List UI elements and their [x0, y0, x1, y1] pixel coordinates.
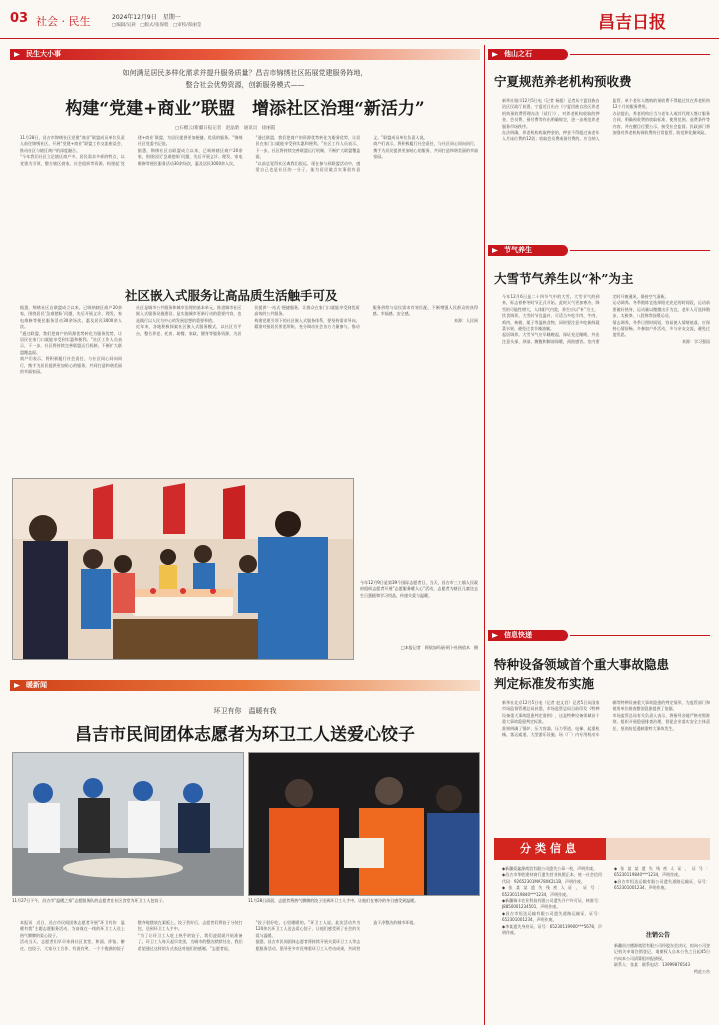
- safety-paragraph: 市场监管总局有关负责人表示，将指导各地严格对照准则，组织开展隐患排查治理，督促企业落实安全主体责任，坚决防范遏制重特大事故发生。: [612, 712, 710, 731]
- lead-subhead-2: 整合社会优势资源，创新服务模式——: [185, 81, 305, 89]
- section-tag-solar-terms: [488, 245, 568, 256]
- classified-item: ◆张某某遗失残疾人证，证号：65230119840***1234，声明作废。: [502, 885, 602, 897]
- editors-line: □编辑/吴莉 □版式/张保程 □审校/郑丽莹: [112, 23, 202, 28]
- section-band-warm-news: [10, 680, 480, 691]
- notice-contact: 联系人：张某 联系电话：13999876543: [614, 962, 690, 968]
- arrow-icon: [492, 633, 498, 638]
- ningxia-headline: 宁夏规范养老机构预收费: [494, 74, 632, 89]
- safety-article: [494, 700, 710, 824]
- notice-footer: 特此公告: [694, 968, 710, 974]
- classified-item: ◆张某某遗失残疾人证，证号：65230119840***1234，声明作废。: [614, 866, 710, 878]
- lead-paragraph: 商户们表示，将积极履行社会责任，与社区同心同向同行，携手为居民提供更加贴心的服务，共同打造和谐美丽的幸福家园。: [373, 141, 478, 160]
- dumpling-photo-left: [12, 752, 244, 896]
- safety-headline-2: 判定标准发布实施: [494, 676, 595, 691]
- photo-caption: 今年12月9日是第39个国际志愿者日，当天，昌吉市三工镇人民政府组织志愿者开展“志愿服务暖人心”活动，志愿者为辖区儿童送去生日蛋糕和学习用品，传递关爱与温暖。: [360, 580, 478, 598]
- classified-item: ◆新疆瑞丰农业科技有限公司遗失开户许可证，核准号：J8850001234501，声明作废。: [502, 898, 602, 910]
- section-tag-label: 信息快递: [504, 631, 532, 639]
- lead-paragraph: 据悉，锦绣社区自联盟成立以来，已吸纳辖区商户20余家，围绕居民‘急难愁盼’问题，先后开展义诊、理发、家电维修等便民服务活动30余场次，惠及居民3000余人次。: [20, 305, 122, 330]
- classified-item: ◆昌吉市恒达运输有限公司遗失道路运输证，证号：652301001234，声明作废。: [614, 878, 710, 891]
- sub-source: 来源：人民网: [453, 317, 478, 323]
- page-number: 03: [10, 11, 29, 26]
- sub-paragraph: 构建党建引领下的社区嵌入式服务体系，要坚持需求导向，精准对接居民所思所盼，充分调动社会各方力量参与，推动服务供给与居民需求有效匹配，不断增强人民群众的获得感、幸福感、安全感。: [254, 305, 478, 330]
- ningxia-article: [494, 98, 710, 226]
- safety-paragraph: 新华社北京12月5日电（记者 赵文君）记者5日从国家市场监督管理总局获悉，市场监管总局日前印发《特种设备重大事故隐患判定准则》，这是特种设备领域首个重大事故隐患判定标准。: [502, 700, 600, 725]
- arrow-icon: [14, 683, 20, 688]
- lead-byline: □石榴云/新疆日报记者 赵晶晗 通讯员 徐丽霞: [175, 126, 276, 131]
- dumpling-caption-left: 11月27日下午，昌吉市“温暖之家”志愿服务队的志愿者在社区食堂为环卫工人包饺子。: [12, 898, 167, 903]
- safety-headline-1: 特种设备领域首个重大事故隐患: [494, 657, 670, 672]
- sub-paragraph: 社区是城市公共服务和城市治理的基本单元。推进城市社区嵌入式服务设施建设，是实施城市更新行动的重要内容，也是践行以人民为中心的发展思想的重要举措。: [136, 305, 242, 323]
- ningxia-paragraph: 办法明确，养老机构收取押金的，押金不得超过该老年人月床位费的12倍；收取会员费或预付费的，应当纳入监管，单个老年人缴纳的预收费不得超过其在养老机构12个月的服务费用。: [502, 98, 710, 142]
- arrow-icon: [492, 248, 498, 253]
- notice-body: [606, 943, 710, 1003]
- section-tag-label: 节气养生: [504, 246, 532, 254]
- section-tag-label: 他山之石: [504, 50, 532, 58]
- lead-headline: 构建“党建+商业”联盟 增添社区治理“新活力”: [65, 99, 425, 119]
- arrow-icon: [492, 52, 498, 57]
- snow-headline: 大雪节气养生以“补”为主: [494, 271, 634, 286]
- warm-paragraph: “饺子很好吃，心里暖暖的。”环卫工人说。此次活动共为120余名环卫工人送去爱心饺子，让他们感受到了社会的关爱与温暖。: [255, 920, 361, 938]
- cancellation-notice: [606, 866, 710, 1016]
- dumpling-photo-left-image: [13, 753, 243, 895]
- section-rule: [570, 250, 710, 251]
- section-tag-quick-news: [488, 630, 568, 641]
- snow-paragraph: 今年12月6日是二十四节气中的大雪。大雪节气的到来，标志着仲冬时节正式开始。此时天气更加寒冷，降雪的可能性增大，人体阳气内敛，养生应以“补”为主。: [502, 294, 600, 312]
- volunteer-day-photo: [12, 478, 354, 660]
- snow-paragraph: 起居调养。大雪节气应早睡晚起，保证充足睡眠，外出注意头部、颈部、腰腹和脚部保暖，预防感冒。室内要定时开窗通风，保持空气清新。: [502, 294, 669, 344]
- section-band-livelihood: [10, 49, 480, 60]
- column-divider: [484, 45, 485, 1025]
- snow-article: [494, 294, 710, 610]
- classified-banner-fill: [606, 838, 710, 860]
- section-band-label: 暖新闻: [26, 681, 47, 689]
- classified-item: ◆新疆爱鑫源商贸有限公司遗失公章一枚，声明作废。: [502, 866, 598, 871]
- lead-subhead-1: 如何满足居民多样化需求并提升服务质量？昌吉市锦绣社区拓展党建服务阵地，: [122, 69, 368, 77]
- newspaper-logo: 昌吉日报: [598, 13, 666, 33]
- warm-headline: 昌吉市民间团体志愿者为环卫工人送爱心饺子: [75, 725, 415, 745]
- lead-paragraph: 商户们表示，将积极履行社会责任，与社区同心同向同行，携手为居民提供更加贴心的服务，共同打造和谐美丽的幸福家园。: [20, 356, 122, 375]
- arrow-icon: [14, 52, 20, 57]
- section-tag-other-stones: [488, 49, 568, 60]
- classified-list: [494, 866, 602, 1016]
- lead-paragraph: “通过联盟，我们把商户的资源优势转化为服务优势，让居民在家门口就能享受到实惠和便利。”社区工作人员表示，下一步，社区将持续完善联盟运行机制，不断扩大联盟覆盖面。: [20, 330, 122, 355]
- safety-paragraph: 准则明确了锅炉、压力容器、压力管道、电梯、起重机械、客运索道、大型游乐设施、场（厂）内专用机动车辆等特种设备重大事故隐患的判定情形，为监管部门和使用单位排查整治隐患提供了依据。: [502, 700, 710, 738]
- classified-banner: 分类信息: [494, 838, 606, 860]
- notice-title: 注销公告: [645, 932, 670, 939]
- notice-text: 新疆昌吉德源商贸有限公司经股东会决议，拟向公司登记机关申请注销登记，请债权人自本公告之日起45日内向本公司清算组申报债权。: [614, 943, 710, 961]
- snow-source: 来源：学习强国: [682, 338, 710, 344]
- lead-paragraph: 11月28日，昌吉市锦绣社区党建“商业”联盟成员单位负责人前往锦绣社区，开展“党建+商业”联盟工作交流座谈会，推动社区与辖区商户的深度融合。: [20, 135, 125, 153]
- lead-paragraph: “今年我们社区立足辖区商户多、居民需求多样的特点，以党建为引领，整合辖区商家、社会组织等资源，构建起‘党建+商业’联盟，为居民提供更加便捷、优质的服务。”锦绣社区党委书记说。: [20, 135, 243, 166]
- section-rule: [570, 635, 710, 636]
- section-title: 社会 · 民生: [36, 15, 91, 28]
- snow-paragraph: 运动调养。冬季锻炼宜选择阳光充足的时间段，运动前要做好热身，运动量以微微出汗为宜，老年人可选择散步、太极拳、八段锦等舒缓运动。: [612, 300, 710, 319]
- issue-date: 2024年12月9日 星期一: [112, 14, 181, 21]
- section-rule: [570, 54, 710, 55]
- ningxia-paragraph: 办法提出，养老机构应当与老年人或其代理人签订服务合同，明确预收费的收取标准、使用范围、退费条件等内容，并在醒目位置公示，接受社会监督。民政部门将加强对养老机构预收费的日常监管，防范和化解风险。: [612, 110, 710, 136]
- lead-paragraph: 据悉，锦绣社区自联盟成立以来，已吸纳辖区商户20余家，围绕居民‘急难愁盼’问题，先后开展义诊、理发、家电维修等便民服务活动30余场次，惠及居民3000余人次。: [137, 147, 243, 166]
- sub-headline: 社区嵌入式服务让高品质生活触手可及: [125, 288, 338, 303]
- warm-paragraph: 据悉，昌吉市民间团体志愿者将持续开展关爱环卫工人等志愿服务活动，倡导更多市民尊重环卫工人劳动成果，共同营造干净整洁的城市环境。: [255, 920, 418, 951]
- classified-item: ◆昌吉市恒达运输有限公司遗失道路运输证，证号：652301001234，声明作废。: [502, 910, 602, 923]
- dumpling-caption-right: 11月28日清晨，志愿者将热气腾腾的饺子送到环卫工人手中，让他们在寒冷的冬日感受到温暖。: [248, 898, 419, 903]
- sub-paragraph: 近年来，各地积极探索社区嵌入式服务模式，以社区为平台，整合养老、托育、助餐、家政、健身等服务资源，为居民提供‘一站式’便捷服务，让群众在家门口就能享受到优质高效的公共服务。: [136, 305, 360, 336]
- classified-item: ◆李某遗失身份证，证号：65230119900***5678，声明作废。: [502, 923, 602, 936]
- lead-paragraph: “通过联盟，我们把商户的资源优势转化为服务优势，让居民在家门口就能享受到实惠和便利。”社区工作人员表示，下一步，社区将持续完善联盟运行机制，不断扩大联盟覆盖面。: [255, 135, 361, 160]
- snow-paragraph: 饮食调养。大雪时节宜温补，可适当多吃羊肉、牛肉、鸡肉、核桃、栗子等温热食物，同时要注意多吃新鲜蔬菜水果，避免过食辛辣油腻。: [502, 313, 600, 332]
- snow-paragraph: 情志调养。冬季日照时间短，容易使人情绪低落，应保持心情舒畅，多参加户外活动，多与亲友交流，避免过度忧思。: [612, 319, 710, 338]
- section-band-label: 民生大小事: [26, 50, 61, 58]
- photo-credit: □本报记者 阿依加玛丽·阿卜杜热依木 摄: [400, 645, 478, 650]
- lead-article-left: [12, 305, 122, 475]
- ningxia-paragraph: 新华社银川12月5日电（记者 杨超）记者从宁夏回族自治区民政厅获悉，宁夏近日出台《宁夏回族自治区养老机构预收费管理办法（试行）》，对养老机构收取的押金、会员费、预付费等作出明确规定，进一步规范养老服务市场秩序。: [502, 98, 600, 129]
- volunteer-day-photo-image: [13, 479, 353, 659]
- classified-item: ◆昌吉市华胜建材商行遗失营业执照正本，统一社会信用代码：92652301MA78XK2L1B，声明作废。: [502, 872, 602, 884]
- lead-article: [12, 135, 478, 275]
- dumpling-photo-right-image: [249, 753, 479, 895]
- warm-subhead: 环卫有你 温暖有我: [213, 707, 277, 715]
- sub-article: [128, 305, 478, 475]
- classified-continued: [606, 866, 710, 924]
- lead-paragraph: “以前总觉得社区离我们很远，现在参与到联盟活动中，感觉自己也是社区的一分子，能为居民做点实事很有意义。”联盟成员单位负责人说。: [255, 135, 428, 173]
- dumpling-photo-right: [248, 752, 480, 896]
- warm-article: [12, 920, 478, 1020]
- warm-paragraph: “为了让环卫工人吃上热乎的饺子，我们凌晨就开始准备了。环卫工人每天起早贪黑，为城市的整洁默默付出，我们希望通过这样的方式表达对他们的感谢。”志愿者说。: [137, 932, 243, 951]
- warm-byline: 本报讯 近日，昌吉市民间团体志愿者开展“环卫有你 温暖有我”主题志愿服务活动，为奋战在一线的环卫工人送上热气腾腾的爱心饺子。: [20, 920, 125, 938]
- warm-paragraph: 活动当天，志愿者们早早来到社区食堂，和面、拌馅、擀皮、包饺子，大家分工合作、有说有笑，一个个饱满的饺子整齐地摆放在案板上。饺子煮好后，志愿者们将饺子分装打包，送到环卫工人手中。: [20, 920, 243, 951]
